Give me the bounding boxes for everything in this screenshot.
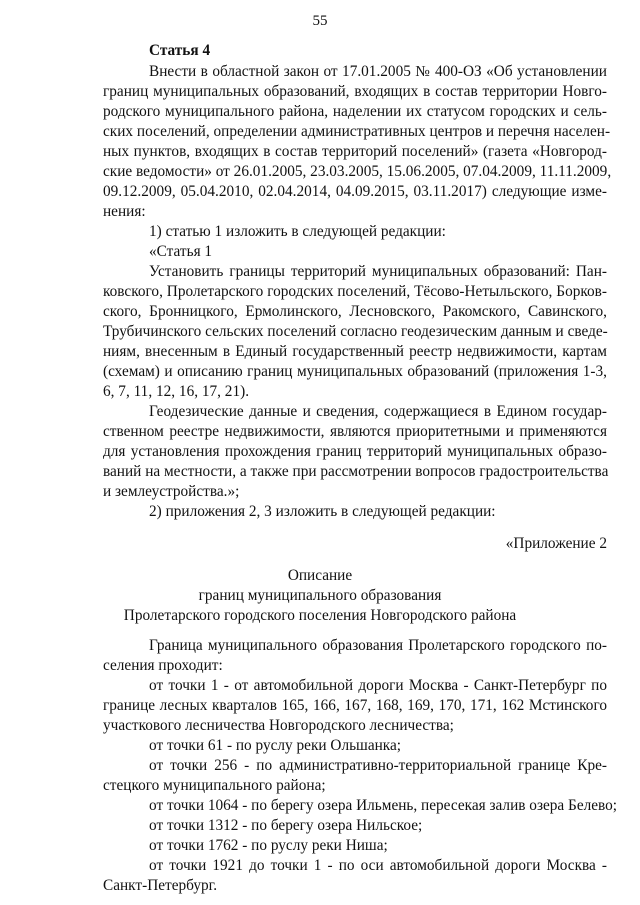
text-line: ского, Бронницкого, Ермолинского, Лесновского, Ракомского, Савинского, xyxy=(103,303,607,320)
appendix-label: «Приложение 2 xyxy=(505,535,607,552)
text-line: границ муниципальных образований, входящих в состав территории Новго- xyxy=(103,83,607,100)
text-line: ственном реестре недвижимости, являются приоритетными и применяются xyxy=(103,423,607,440)
text-line: ных пунктов, входящих в состав территорий поселений» (газета «Новгород- xyxy=(103,143,607,160)
text-line: ниям, внесенным в Единый государственный реестр недвижимости, картам xyxy=(103,343,607,360)
text-line: от точки 1 - от автомобильной дороги Москва - Санкт-Петербург по xyxy=(149,677,607,694)
text-line: от точки 1064 - по берегу озера Ильмень, пересекая залив озера Белево; xyxy=(149,797,618,814)
text-line: Граница муниципального образования Пролетарского городского по- xyxy=(149,637,607,654)
text-line: Внести в областной закон от 17.01.2005 № 400-ОЗ «Об установлении xyxy=(149,63,607,80)
text-line: Установить границы территорий муниципальных образований: Пан- xyxy=(149,263,607,280)
text-line: нения: xyxy=(103,203,146,220)
description-subtitle: границ муниципального образования xyxy=(198,587,442,604)
text-line: родского муниципального района, наделении их статусом городских и сель- xyxy=(103,103,607,120)
text-line: 2) приложения 2, 3 изложить в следующей редакции: xyxy=(149,503,496,520)
text-line: участкового лесничества Новгородского лесничества; xyxy=(103,717,454,734)
text-line: 1) статью 1 изложить в следующей редакции: xyxy=(149,223,446,240)
text-line: границе лесных кварталов 165, 166, 167, 168, 169, 170, 171, 162 Мстинского xyxy=(103,697,607,714)
text-line: от точки 61 - по руслу реки Ольшанка; xyxy=(149,737,402,754)
text-line: от точки 1762 - по руслу реки Ниша; xyxy=(149,837,388,854)
text-line: 09.12.2009, 05.04.2010, 02.04.2014, 04.09.2015, 03.11.2017) следующие изме- xyxy=(103,183,607,200)
text-line: ских поселений, определении административных центров и перечня населен- xyxy=(103,123,611,140)
text-line: от точки 256 - по административно-территориальной границе Кре- xyxy=(149,757,607,774)
text-line: 6, 7, 11, 12, 16, 17, 21). xyxy=(103,383,250,400)
text-line: ваний на местности, а также при рассмотрении вопросов градостроительства xyxy=(103,463,609,480)
text-line: от точки 1921 до точки 1 - по оси автомобильной дороги Москва - xyxy=(149,857,607,874)
description-subtitle: Пролетарского городского поселения Новгородского района xyxy=(123,607,517,624)
text-line: от точки 1312 - по берегу озера Нильское; xyxy=(149,817,423,834)
article-heading: Статья 4 xyxy=(149,42,211,59)
text-line: Санкт-Петербург. xyxy=(103,877,218,894)
description-title: Описание xyxy=(287,567,353,584)
text-line: ские ведомости» от 26.01.2005, 23.03.2005, 15.06.2005, 07.04.2009, 11.11.2009, xyxy=(103,163,612,180)
page-number: 55 xyxy=(312,13,328,29)
text-line: (схемам) и описанию границ муниципальных образований (приложения 1-3, xyxy=(103,363,607,380)
text-line: Трубичинского сельских поселений согласно геодезическим данным и сведе- xyxy=(103,323,608,340)
text-line: ковского, Пролетарского городских поселений, Тёсово-Нетыльского, Борков- xyxy=(103,283,607,300)
text-line: стецкого муниципального района; xyxy=(103,777,326,794)
text-line: и землеустройства.»; xyxy=(103,483,240,500)
text-line: для установления прохождения границ территорий муниципальных образо- xyxy=(103,443,607,460)
text-line: селения проходит: xyxy=(103,657,223,674)
text-line: Геодезические данные и сведения, содержащиеся в Едином государ- xyxy=(149,403,607,420)
text-line: «Статья 1 xyxy=(149,243,213,260)
